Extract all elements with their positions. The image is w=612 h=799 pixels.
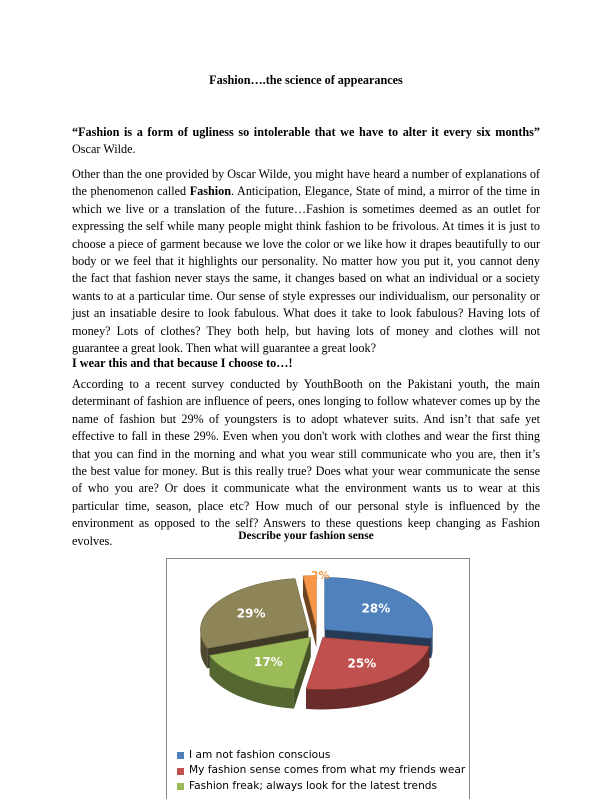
- legend-label: My fashion sense comes from what my friends wear: [189, 764, 466, 777]
- survey-paragraph: According to a recent survey conducted by YouthBooth on the Pakistani youth, the main determinant of fashion are influence of peers, ones longing to follow whatever comes up by the name of fashion but 29% of youngsters is to adopt whatever suits. And isn’t that safe yet effective to fall in these 29%. Even when you don't work with clothes and wear the first thing that you can find in the morning and what you wear still communicate who you are, then it’s the best value for money. But is this really true? Does what your wear communicate the sense of who you are? Or does it communicate what the environment wants us to wear at this particular time, season, place etc? How much of our personal style is influenced by the environment as opposed to the self? Answers to these questions keep changing as Fashion evolves.: [72, 377, 540, 548]
- legend-swatch: [177, 768, 184, 775]
- legend-label: I am not fashion conscious: [189, 749, 331, 761]
- chart-legend: [177, 748, 467, 794]
- intro-bold-term: Fashion: [189, 184, 232, 199]
- intro-text-start: Other than the one provided by Oscar Wilde, you might have heard a number of explanations of the phenomenon called: [72, 167, 540, 199]
- pie-data-label: 28%: [361, 601, 391, 616]
- pie-data-label: 2%: [310, 568, 330, 582]
- chart-title: Describe your fashion sense: [238, 530, 374, 542]
- legend-item: [177, 763, 467, 778]
- pie-data-label: 17%: [253, 655, 283, 670]
- section-heading: I wear this and that because I choose to…!: [72, 356, 293, 370]
- quote-attribution: Oscar Wilde.: [72, 142, 136, 157]
- legend-swatch: [177, 783, 184, 790]
- intro-text-rest: . Anticipation, Elegance, State of mind, a mirror of the time in which we live or a translation of the future…Fashion is sometimes deemed as an outlet for expressing the self while many people might think fashion to be frivolous. At times it is just to choose a piece of garment because we love the color or we like how it drapes beautifully to our body or we feel that it highlights our personality. No matter how you put it, you cannot deny the fact that fashion never stays the same, it changes based on what an individual or a society wants to at a particular time. Our sense of style expresses our individualism, our personality or just an insatiable desire to look fabulous. What does it take to look fabulous? Having lots of money? Lots of clothes? They both help, but having lots of money and clothes will not guarantee a great look. Then what will guarantee a great look?: [72, 184, 540, 356]
- legend-item: [177, 748, 467, 763]
- opening-quote-paragraph: [72, 124, 540, 159]
- pie-chart: [166, 558, 468, 748]
- legend-label: Fashion freak; always look for the latest trends: [189, 779, 438, 792]
- pie-data-label: 29%: [236, 606, 266, 621]
- document-title: Fashion….the science of appearances: [209, 73, 403, 87]
- pie-data-label: 25%: [347, 656, 377, 671]
- legend-swatch: [177, 752, 184, 759]
- intro-paragraph: [72, 166, 540, 357]
- quote-text: “Fashion is a form of ugliness so intolerable that we have to alter it every six months”: [72, 125, 540, 139]
